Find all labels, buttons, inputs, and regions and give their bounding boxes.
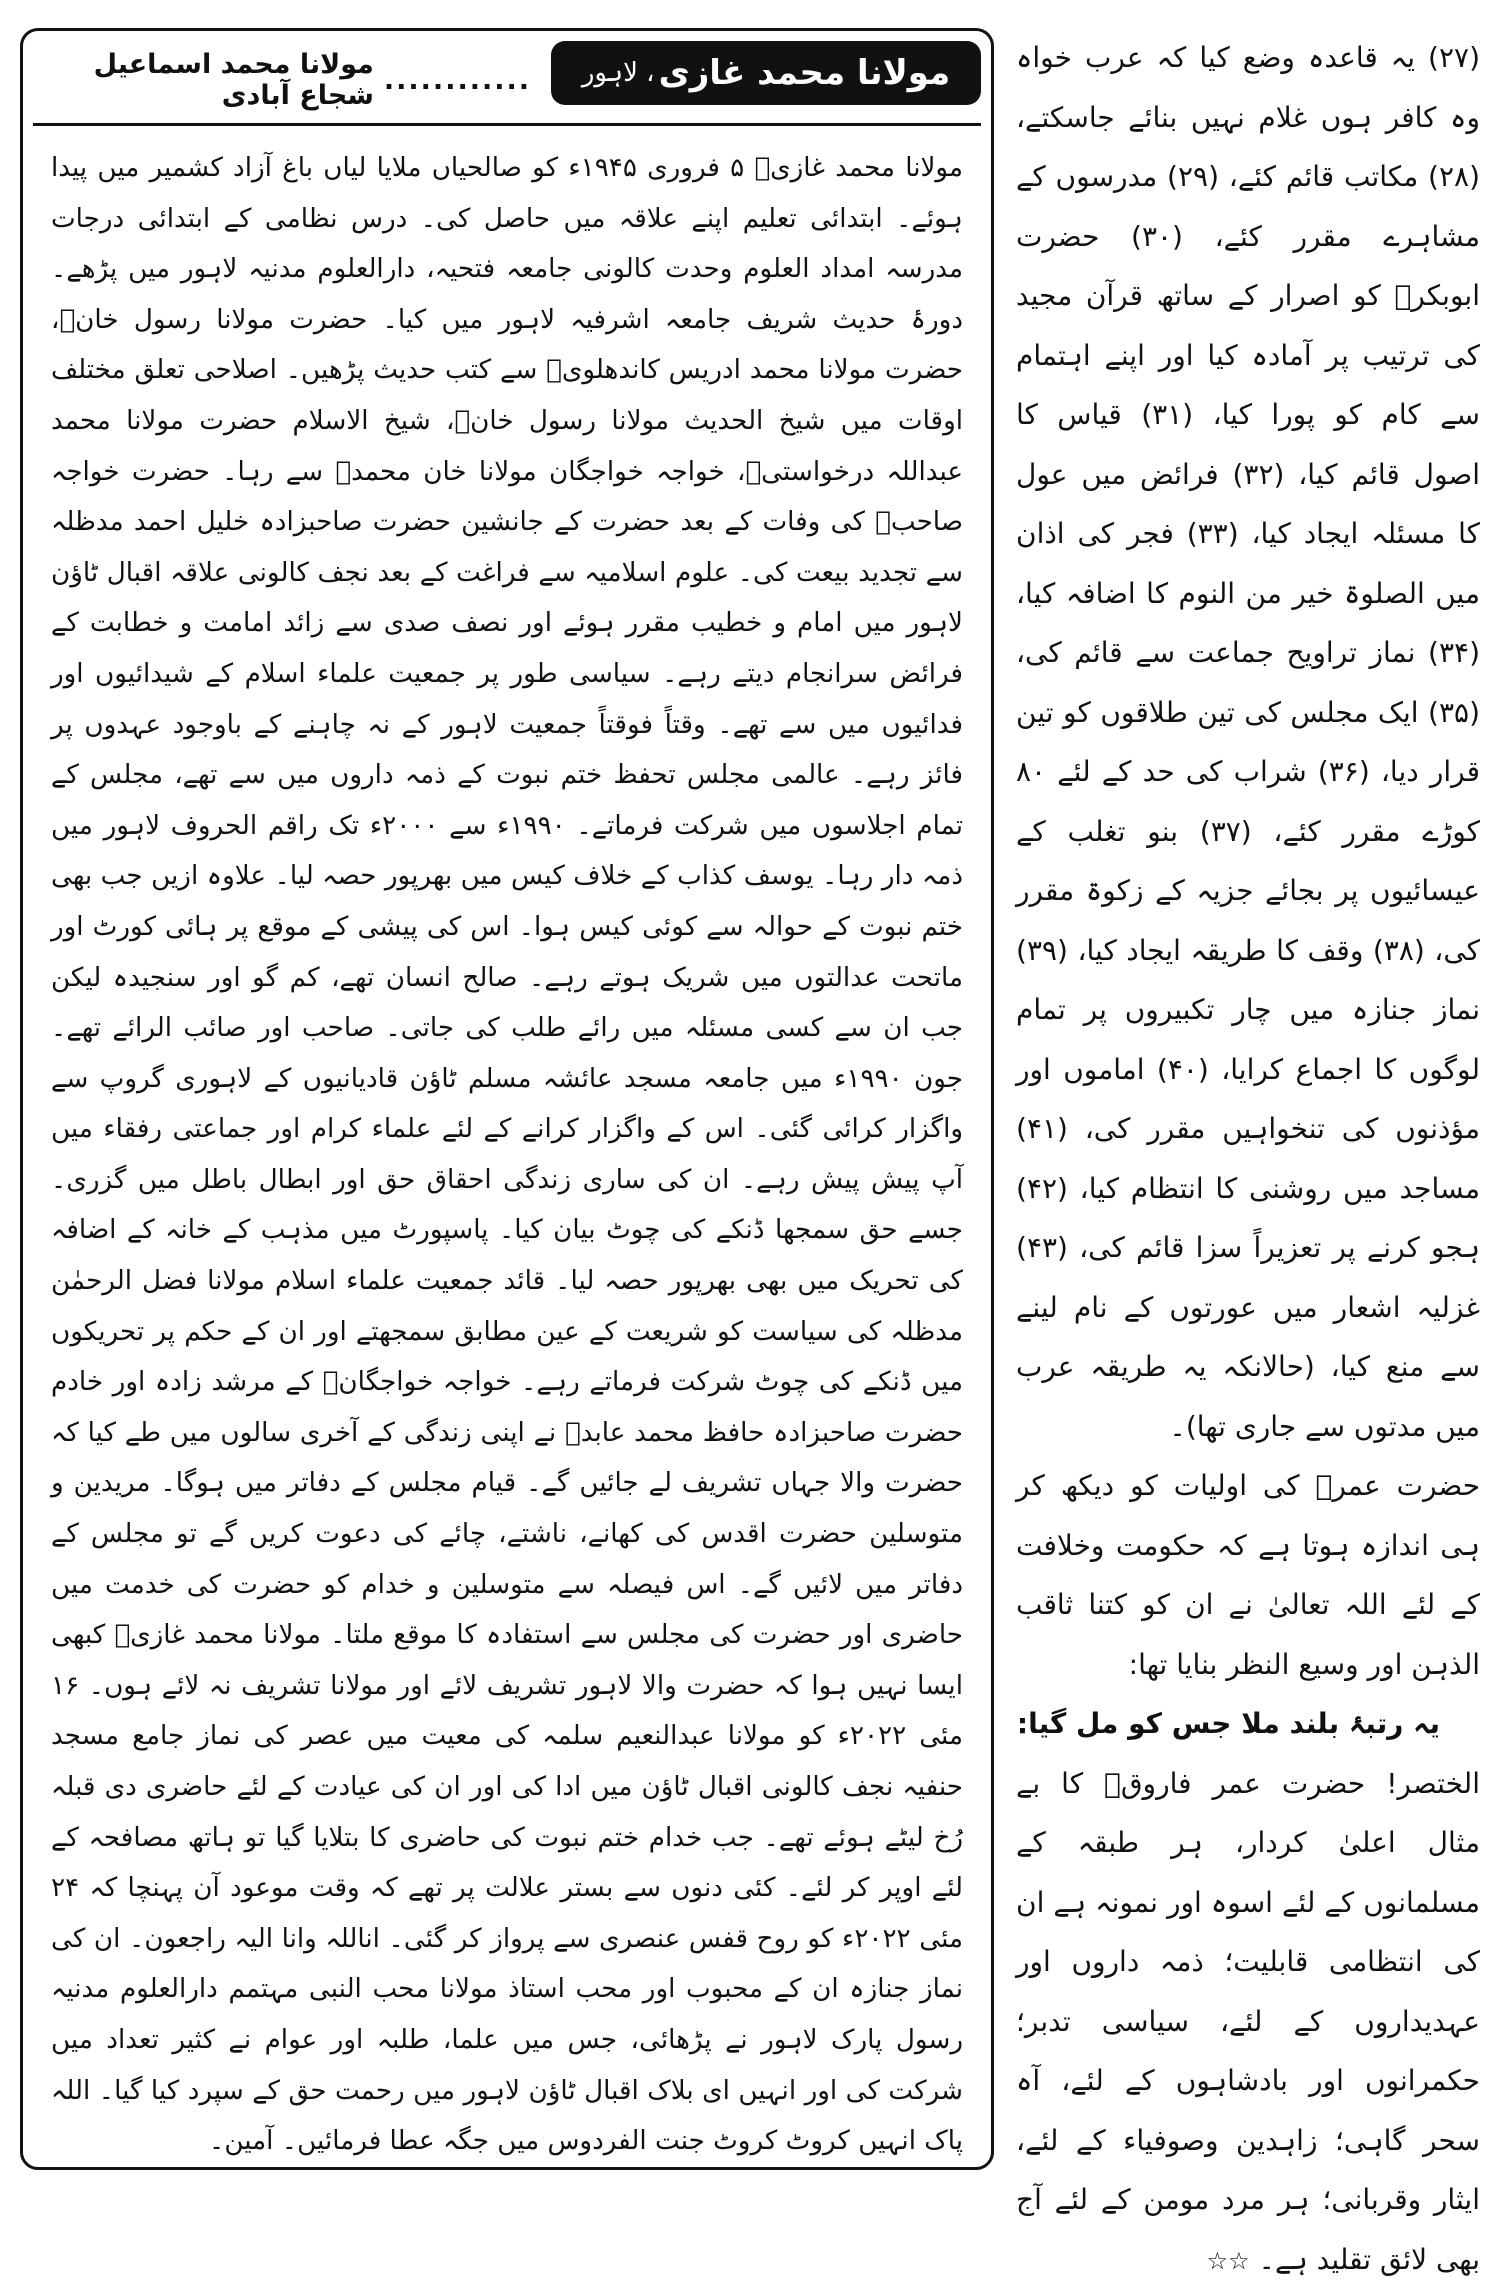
article-header	[33, 41, 981, 119]
poetry-verse: یہ رتبۂ بلند ملا جس کو مل گیا:	[1016, 1694, 1480, 1754]
article-title: مولانا محمد غازی	[659, 53, 951, 93]
article-place: ، لاہور	[582, 58, 655, 88]
author-name: مولانا محمد اسماعیل شجاع آبادی	[47, 49, 374, 111]
right-paragraph-2: حضرت عمرؓ کی اولیات کو دیکھ کر ہی اندازہ ہوتا ہے کہ حکومت وخلافت کے لئے اللہ تعالیٰ نے ان کو کتنا ثاقب الذہن اور وسیع النظر بنایا تھا:	[1016, 1456, 1480, 1694]
right-paragraph-3	[1016, 1754, 1480, 2291]
article-body-text: مولانا محمد غازیؒ ۵ فروری ۱۹۴۵ء کو صالحیاں ملایا لیاں باغ آزاد کشمیر میں پیدا ہوئے۔ ابتدائی تعلیم اپنے علاقہ میں حاصل کی۔ درس نظامی کے ابتدائی درجات مدرسہ امداد العلوم وحدت کالونی جامعہ فتحیہ، دارالعلوم مدنیہ لاہور میں پڑھے۔ دورۂ حدیث شریف جامعہ اشرفیہ لاہور میں کیا۔ حضرت مولانا رسول خانؒ، حضرت مولانا محمد ادریس کاندھلویؒ سے کتب حدیث پڑھیں۔ اصلاحی تعلق مختلف اوقات میں شیخ الحدیث مولانا رسول خانؒ، شیخ الاسلام حضرت مولانا محمد عبداللہ درخواستیؒ، خواجہ خواجگان مولانا خان محمدؒ سے رہا۔ حضرت خواجہ صاحبؒ کی وفات کے بعد حضرت کے جانشین حضرت صاحبزادہ خلیل احمد مدظلہ سے تجدید بیعت کی۔ علوم اسلامیہ سے فراغت کے بعد نجف کالونی علاقہ اقبال ٹاؤن لاہور میں امام و خطیب مقرر ہوئے اور نصف صدی سے زائد امامت و خطابت کے فرائض سرانجام دیتے رہے۔ سیاسی طور پر جمعیت علماء اسلام کے شیدائیوں اور فدائیوں میں سے تھے۔ وقتاً فوقتاً جمعیت لاہور کے نہ چاہنے کے باوجود عہدوں پر فائز رہے۔ عالمی مجلس تحفظ ختم نبوت کے ذمہ داروں میں سے تھے، مجلس کے تمام اجلاسوں میں شرکت فرماتے۔ ۱۹۹۰ء سے ۲۰۰۰ء تک راقم الحروف لاہور میں ذمہ دار رہا۔ یوسف کذاب کے خلاف کیس میں بھرپور حصہ لیا۔ علاوہ ازیں جب بھی ختم نبوت کے حوالہ سے کوئی کیس ہوا۔ اس کی پیشی کے موقع پر ہائی کورٹ اور ماتحت عدالتوں میں شریک ہوتے رہے۔ صالح انسان تھے، کم گو اور سنجیدہ لیکن جب ان سے کسی مسئلہ میں رائے طلب کی جاتی۔ صاحب اور صائب الرائے تھے۔ جون ۱۹۹۰ء میں جامعہ مسجد عائشہ مسلم ٹاؤن قادیانیوں کے لاہوری گروپ سے واگزار کرائی گئی۔ اس کے واگزار کرانے کے لئے علماء کرام اور جماعتی رفقاء میں آپ پیش پیش رہے۔ ان کی ساری زندگی احقاق حق اور ابطال باطل میں گزری۔ جسے حق سمجھا ڈنکے کی چوٹ بیان کیا۔ پاسپورٹ میں مذہب کے خانہ کے اضافہ کی تحریک میں بھی بھرپور حصہ لیا۔ قائد جمعیت علماء اسلام مولانا فضل الرحمٰن مدظلہ کی سیاست کو شریعت کے عین مطابق سمجھتے اور ان کے حکم پر تحریکوں میں ڈنکے کی چوٹ شرکت فرماتے رہے۔ خواجہ خواجگانؒ کے مرشد زادہ اور خادم حضرت صاحبزادہ حافظ محمد عابدؒ نے اپنی زندگی کے آخری سالوں میں طے کیا کہ حضرت والا جہاں تشریف لے جائیں گے۔ قیام مجلس کے دفاتر میں ہوگا۔ مریدین و متوسلین حضرت اقدس کی کھانے، ناشتے، چائے کی دعوت کریں گے تو مجلس کے دفاتر میں لائیں گے۔ اس فیصلہ سے متوسلین و خدام کو حضرت کی خدمت میں حاضری اور حضرت کی مجلس سے استفادہ کا موقع ملتا۔ مولانا محمد غازیؒ کبھی ایسا نہیں ہوا کہ حضرت والا لاہور تشریف لائے اور مولانا تشریف نہ لائے ہوں۔ ۱۶ مئی ۲۰۲۲ء کو مولانا عبدالنعیم سلمہ کی معیت میں عصر کی نماز جامع مسجد حنفیہ نجف کالونی اقبال ٹاؤن میں ادا کی اور ان کی عیادت کے لئے حاضری دی قبلہ رُخ لیٹے ہوئے تھے۔ جب خدام ختم نبوت کی حاضری کا بتلایا گیا تو ہاتھ مصافحہ کے لئے اوپر کر لئے۔ کئی دنوں سے بستر علالت پر تھے کہ وقت موعود آن پہنچا کہ ۲۴ مئی ۲۰۲۲ء کو روح قفس عنصری سے پرواز کر گئی۔ اناللہ وانا الیہ راجعون۔ ان کی نماز جنازہ ان کے محبوب اور محب استاذ مولانا محب النبی مہتمم دارالعلوم مدنیہ رسول پارک لاہور نے پڑھائی، جس میں علما، طلبہ اور عوام نے کثیر تعداد میں شرکت کی اور انہیں ای بلاک اقبال ٹاؤن لاہور میں رحمت حق کے سپرد کیا گیا۔ اللہ پاک انہیں کروٹ کروٹ جنت الفردوس میں جگہ عطا فرمائیں۔ آمین۔	[51, 143, 963, 2167]
article-body	[51, 143, 963, 2145]
author-line	[47, 55, 531, 105]
author-dots: ............	[384, 65, 531, 96]
right-paragraph-1: (۲۷) یہ قاعدہ وضع کیا کہ عرب خواہ وہ کافر ہوں غلام نہیں بنائے جاسکتے، (۲۸) مکاتب قائم کئے، (۲۹) مدرسوں کے مشاہرے مقرر کئے، (۳۰) حضرت ابوبکرؓ کو اصرار کے ساتھ قرآن مجید کی ترتیب پر آمادہ کیا اور اپنے اہتمام سے کام کو پورا کیا، (۳۱) قیاس کا اصول قائم کیا، (۳۲) فرائض میں عول کا مسئلہ ایجاد کیا، (۳۳) فجر کی اذان میں الصلوۃ خیر من النوم کا اضافہ کیا، (۳۴) نماز تراویح جماعت سے قائم کی، (۳۵) ایک مجلس کی تین طلاقوں کو تین قرار دیا، (۳۶) شراب کی حد کے لئے ۸۰ کوڑے مقرر کئے، (۳۷) بنو تغلب کے عیسائیوں پر بجائے جزیہ کے زکوۃ مقرر کی، (۳۸) وقف کا طریقہ ایجاد کیا، (۳۹) نماز جنازہ میں چار تکبیروں پر تمام لوگوں کا اجماع کرایا، (۴۰) اماموں اور مؤذنوں کی تنخواہیں مقرر کی، (۴۱) مساجد میں روشنی کا انتظام کیا، (۴۲) ہجو کرنے پر تعزیراً سزا قائم کی، (۴۳) غزلیہ اشعار میں عورتوں کے نام لینے سے منع کیا، (حالانکہ یہ طریقہ عرب میں مدتوں سے جاری تھا)۔	[1016, 28, 1480, 1456]
right-column-text	[1016, 28, 1480, 2178]
right-paragraph-3-text: الختصر! حضرت عمر فاروقؓ کا بے مثال اعلیٰ کردار، ہر طبقہ کے مسلمانوں کے لئے اسوہ اور نمونہ ہے ان کی انتظامی قابلیت؛ ذمہ داروں اور عہدیداروں کے لئے، سیاسی تدبر؛ حکمرانوں اور بادشاہوں کے لئے، آہ سحر گاہی؛ زاہدین وصوفیاء کے لئے، ایثار وقربانی؛ ہر مرد مومن کے لئے آج بھی لائق تقلید ہے۔	[1016, 1767, 1480, 2276]
article-title-banner	[551, 41, 981, 105]
obituary-article-box	[20, 28, 994, 2170]
end-stars-icon: ☆☆	[1207, 2247, 1250, 2275]
header-divider	[33, 123, 981, 126]
